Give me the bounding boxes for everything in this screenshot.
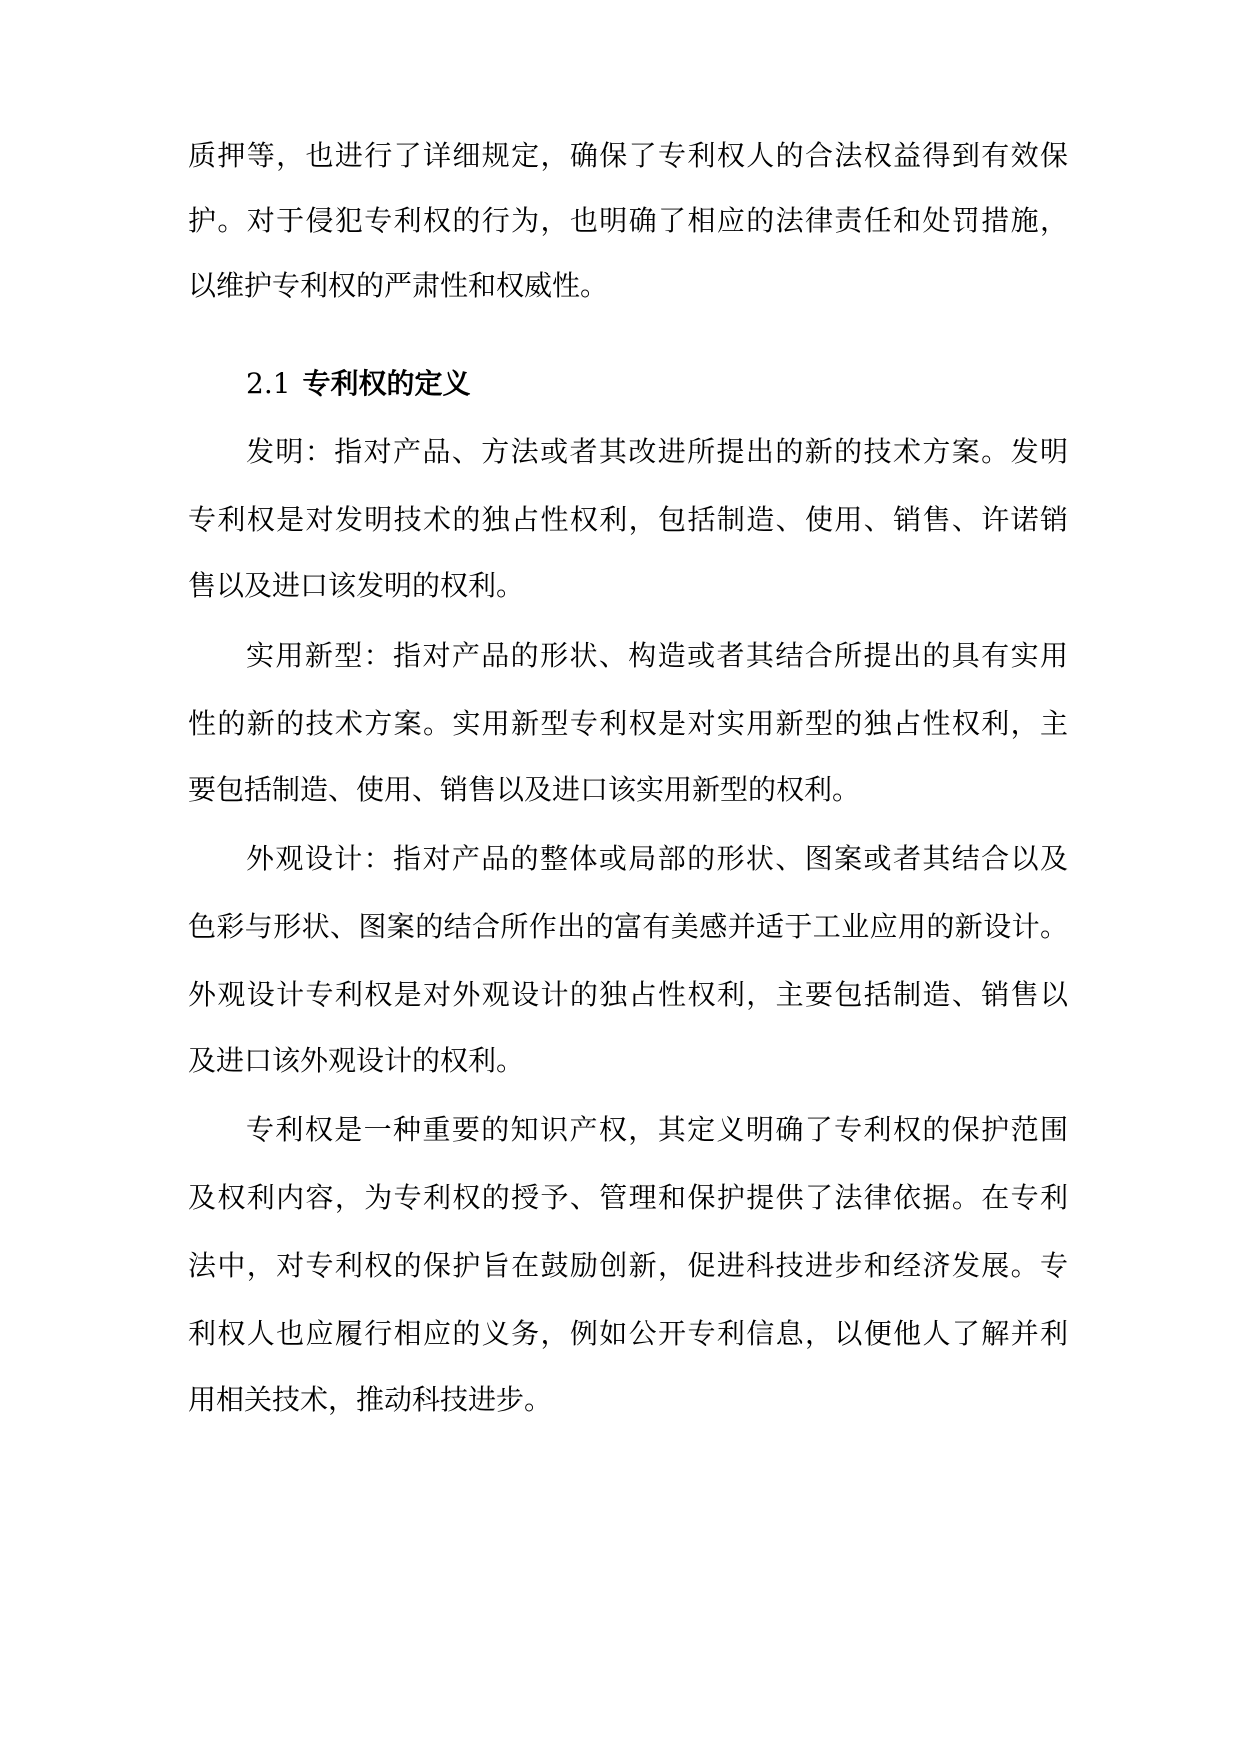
paragraph-line: 性的新的技术方案。实用新型专利权是对实用新型的独占性权利，主 <box>188 707 1068 740</box>
paragraph-line: 利权人也应履行相应的义务，例如公开专利信息，以便他人了解并利 <box>188 1317 1068 1350</box>
paragraph-line: 法中，对专利权的保护旨在鼓励创新，促进科技进步和经济发展。专 <box>188 1249 1068 1282</box>
paragraph-line: 实用新型：指对产品的形状、构造或者其结合所提出的具有实用 <box>246 639 1068 672</box>
paragraph-line: 发明：指对产品、方法或者其改进所提出的新的技术方案。发明 <box>246 435 1068 468</box>
paragraph-line: 及进口该外观设计的权利。 <box>188 1044 525 1077</box>
paragraph-line: 外观设计专利权是对外观设计的独占性权利，主要包括制造、销售以 <box>188 978 1068 1011</box>
section-heading <box>246 364 471 404</box>
paragraph-line: 售以及进口该发明的权利。 <box>188 569 525 602</box>
paragraph-line: 要包括制造、使用、销售以及进口该实用新型的权利。 <box>188 773 861 806</box>
paragraph-line: 质押等，也进行了详细规定，确保了专利权人的合法权益得到有效保 <box>188 139 1068 172</box>
paragraph-line: 护。对于侵犯专利权的行为，也明确了相应的法律责任和处罚措施， <box>188 204 1068 237</box>
paragraph-line: 专利权是对发明技术的独占性权利，包括制造、使用、销售、许诺销 <box>188 503 1068 536</box>
paragraph-line: 用相关技术，推动科技进步。 <box>188 1383 553 1416</box>
section-number: 2.1 <box>246 367 291 400</box>
paragraph-line: 以维护专利权的严肃性和权威性。 <box>188 269 609 302</box>
paragraph-line: 专利权是一种重要的知识产权，其定义明确了专利权的保护范围 <box>246 1113 1068 1146</box>
paragraph-line: 外观设计：指对产品的整体或局部的形状、图案或者其结合以及 <box>246 842 1068 875</box>
paragraph-line: 及权利内容，为专利权的授予、管理和保护提供了法律依据。在专利 <box>188 1181 1068 1214</box>
section-title: 专利权的定义 <box>302 367 471 400</box>
paragraph-line: 色彩与形状、图案的结合所作出的富有美感并适于工业应用的新设计。 <box>188 910 1068 943</box>
